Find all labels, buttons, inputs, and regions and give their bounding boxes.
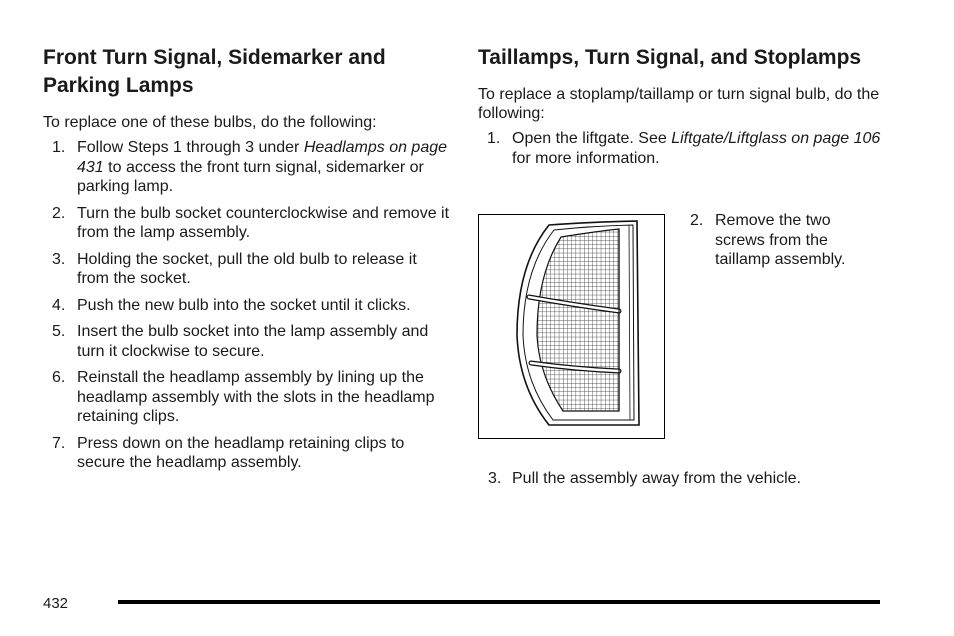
step-number: 3. bbox=[52, 250, 66, 268]
list-item bbox=[43, 322, 453, 361]
step-number: 2. bbox=[52, 204, 66, 222]
step-text: Push the new bulb into the socket until it clicks. bbox=[77, 296, 411, 314]
front-lamps-heading: Front Turn Signal, Sidemarker and Parking Lamps bbox=[43, 46, 386, 97]
step-text: Remove the two screws from the taillamp assembly. bbox=[715, 212, 846, 268]
step-text: to access the front turn signal, sidemarker or parking lamp. bbox=[77, 158, 424, 195]
list-item bbox=[43, 204, 453, 243]
list-item bbox=[43, 138, 453, 197]
step-text: Holding the socket, pull the old bulb to release it from the socket. bbox=[77, 250, 417, 287]
step-text: Insert the bulb socket into the lamp assembly and turn it clockwise to secure. bbox=[77, 323, 429, 360]
step-number: 7. bbox=[52, 434, 66, 452]
step-text: Press down on the headlamp retaining clips to secure the headlamp assembly. bbox=[77, 434, 405, 471]
front-lamps-intro: To replace one of these bulbs, do the following: bbox=[43, 114, 377, 131]
list-item bbox=[478, 129, 888, 168]
step-text: Open the liftgate. See bbox=[512, 130, 672, 147]
page-number: 432 bbox=[43, 595, 69, 612]
step-number: 6. bbox=[52, 369, 66, 386]
left-column bbox=[43, 44, 453, 480]
step-number: 2. bbox=[690, 212, 704, 229]
list-item bbox=[43, 296, 453, 316]
liftgate-reference-link[interactable]: Liftgate/Liftglass on page 106 bbox=[671, 130, 881, 147]
footer-rule bbox=[118, 600, 880, 604]
taillamp-drawing bbox=[479, 215, 663, 437]
step-number: 1. bbox=[52, 139, 66, 156]
list-item bbox=[43, 250, 453, 289]
taillamp-step-2 bbox=[690, 211, 860, 270]
step-number: 5. bbox=[52, 323, 66, 340]
taillamps-intro: To replace a stoplamp/taillamp or turn signal bulb, do the following: bbox=[478, 86, 880, 122]
step-text: Follow Steps 1 through 3 under bbox=[77, 139, 304, 156]
taillamps-steps bbox=[478, 129, 888, 168]
taillamp-step-3 bbox=[488, 469, 801, 489]
taillamps-heading: Taillamps, Turn Signal, and Stoplamps bbox=[478, 46, 862, 69]
step-number: 1. bbox=[487, 130, 501, 147]
step-number: 4. bbox=[52, 296, 66, 314]
list-item bbox=[43, 434, 453, 473]
step-text: Pull the assembly away from the vehicle. bbox=[512, 470, 802, 487]
step-text: Reinstall the headlamp assembly by lining up the headlamp assembly with the slots in the headlamp retaining clips. bbox=[77, 369, 435, 425]
step-number: 3. bbox=[488, 470, 502, 487]
step-text: Turn the bulb socket counterclockwise and remove it from the lamp assembly. bbox=[77, 204, 450, 241]
front-lamps-steps bbox=[43, 138, 453, 473]
taillamp-illustration bbox=[478, 214, 665, 439]
step-text: for more information. bbox=[512, 149, 660, 167]
right-column bbox=[478, 44, 888, 175]
headlamps-reference-link[interactable]: Headlamps on page 431 bbox=[77, 139, 448, 176]
list-item bbox=[43, 368, 453, 427]
